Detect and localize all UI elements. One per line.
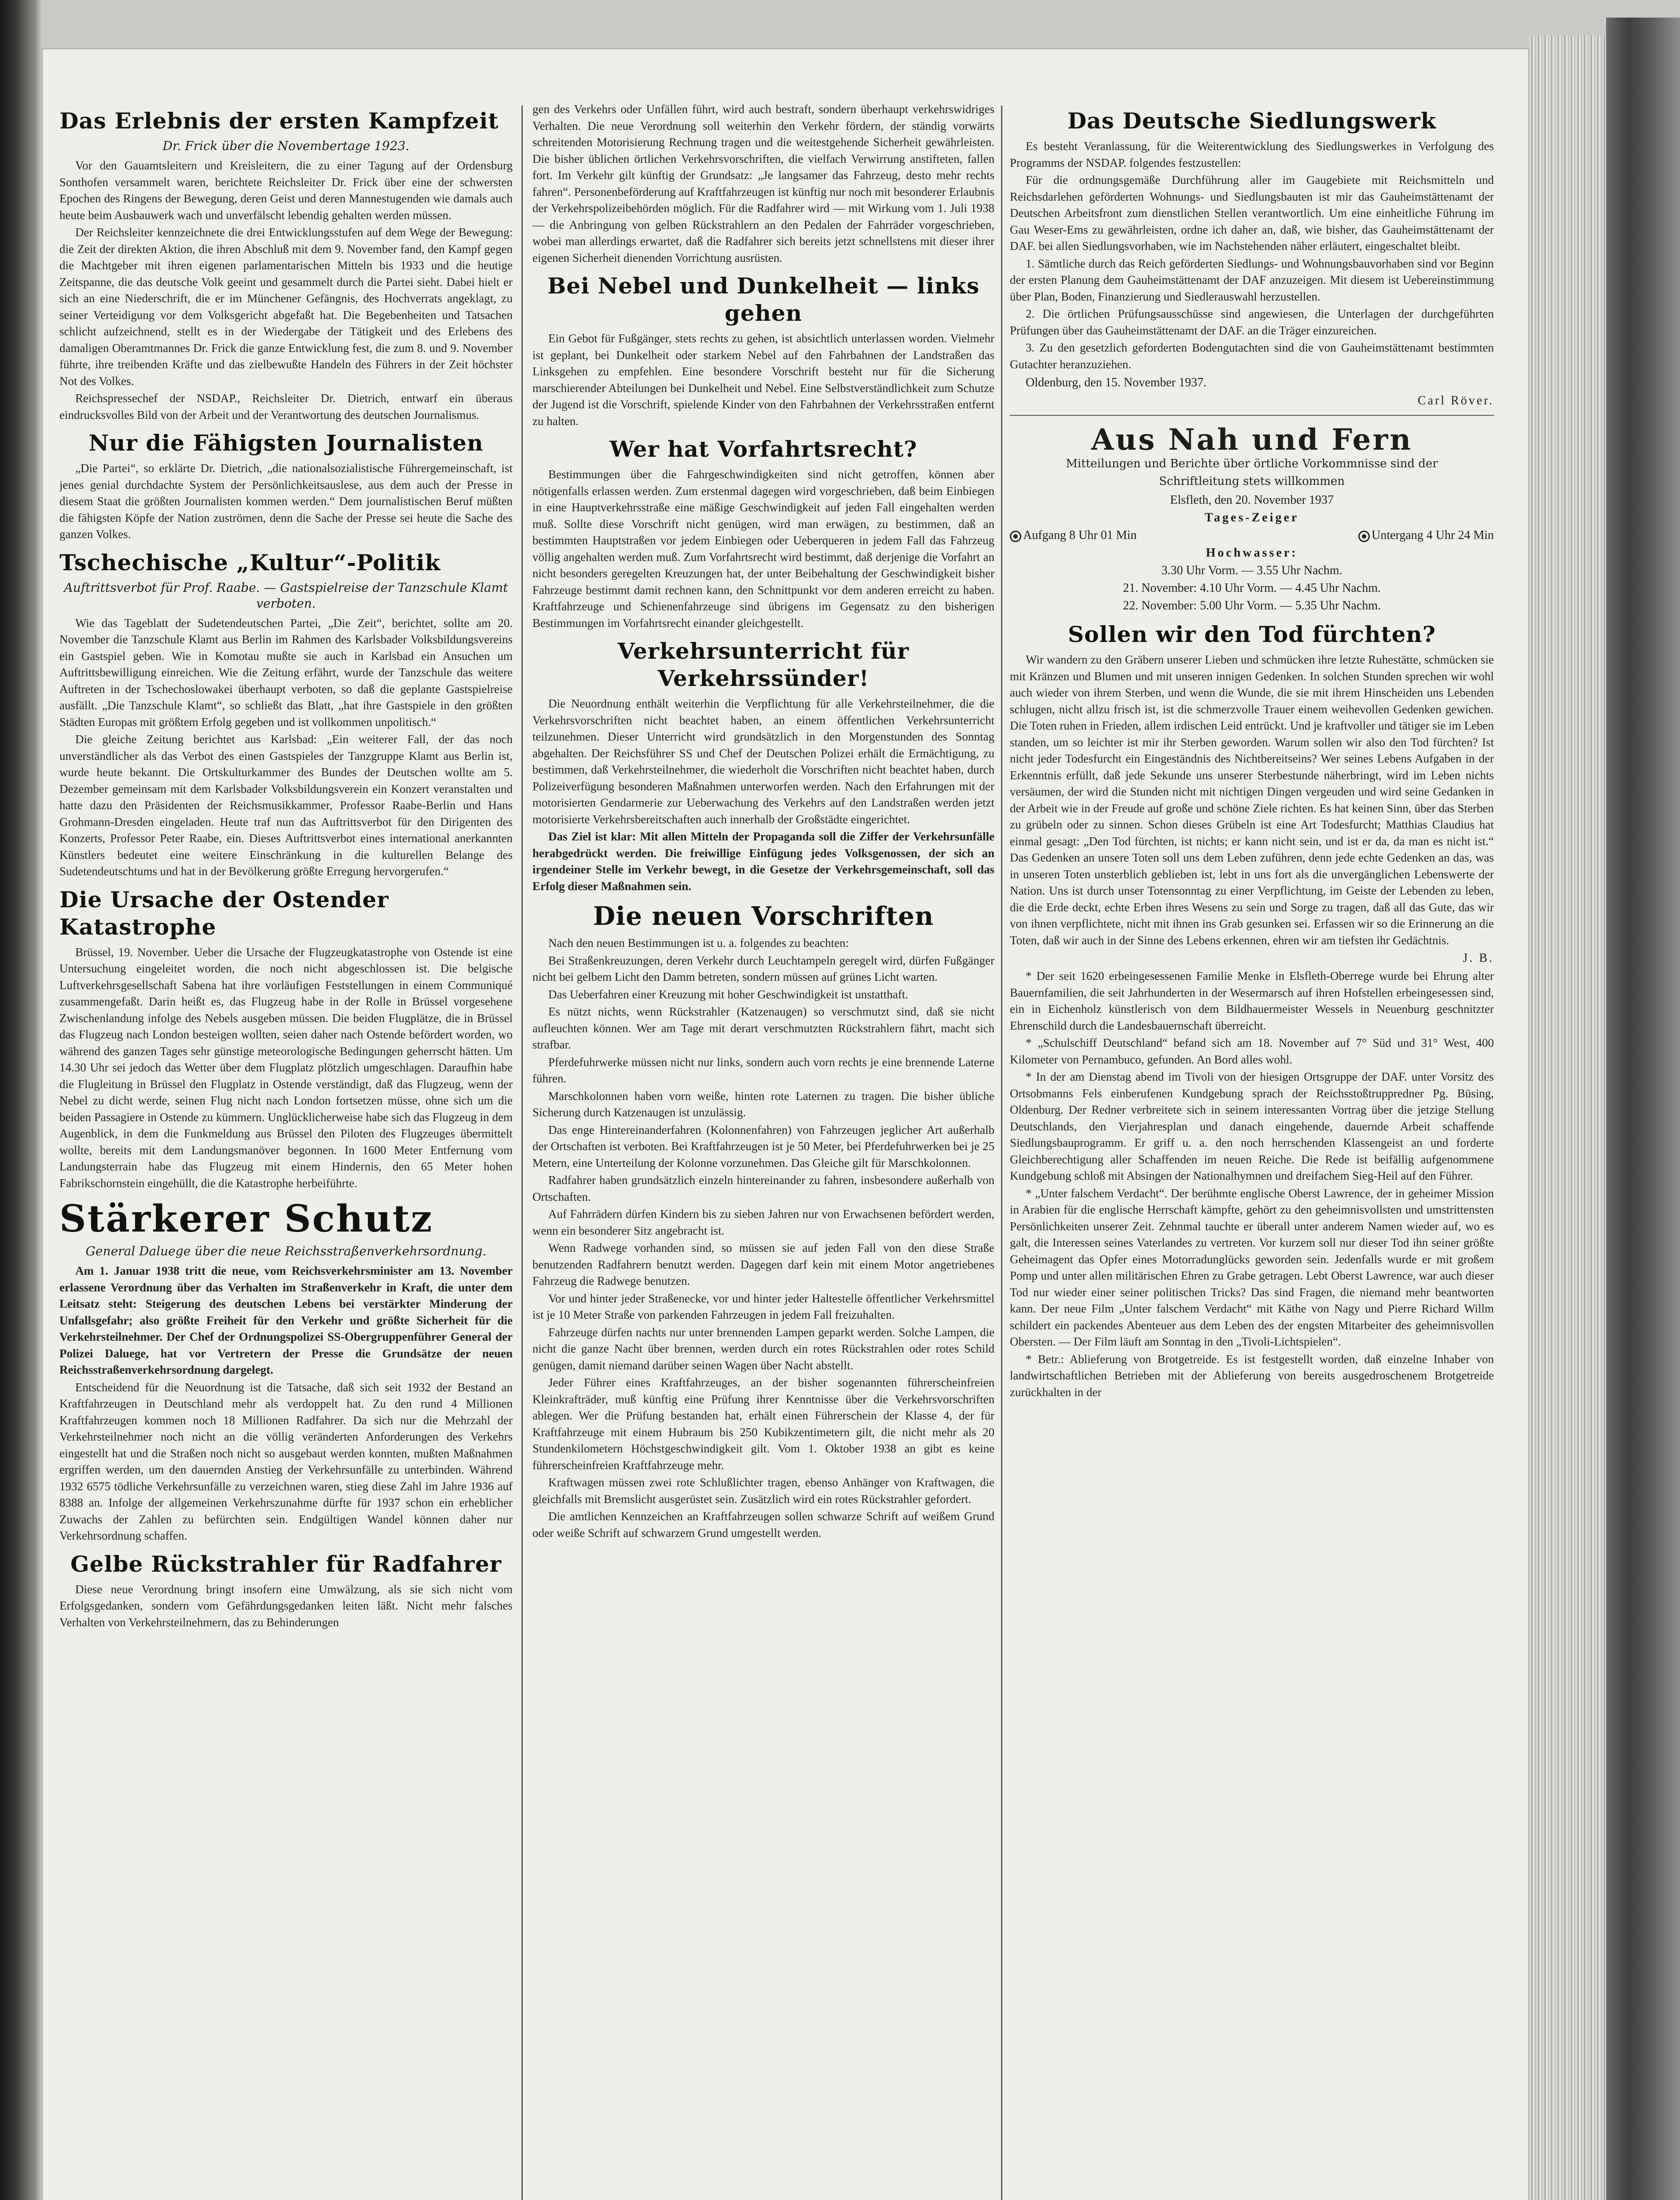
- paragraph: Für die ordnungsgemäße Durchführung aller im Gaugebiete mit Reichsmitteln und Reichsdarlehen geförderten Wohnungs- und Siedlungsbauten ist mir das Gauheimstättenamt der Deutschen Arbeitsfront zum dienstlichen Stellen verantwortlich. Um eine einheitliche Führung im Gau Weser-Ems zu gewährleisten, ordne ich daher an, daß, wie bisher, das Gauheimstättenamt der DAF. bei allen Siedlungsvorhaben, wie im Nachstehenden näher erläutert, eingeschaltet bleibt.: [1010, 173, 1494, 253]
- paragraph: * „Schulschiff Deutschland“ befand sich am 18. November auf 7° Süd und 31° West, 400 Kilometer von Pernambuco, gefunden. An Bord alles wohl.: [1010, 1036, 1494, 1066]
- paragraph: Wenn Radwege vorhanden sind, so müssen sie auf jeden Fall von den diese Straße benutzenden Radfahrern benutzt werden. Dagegen darf kein mit einem Motor angetriebenes Fahrzeug die Radwege benutzen.: [532, 1241, 994, 1287]
- local-notices: [1010, 968, 1494, 1401]
- paragraph: Es besteht Veranlassung, für die Weiterentwicklung des Siedlungswerkes in Verfolgung des Programms der NSDAP. folgendes festzustellen:: [1010, 139, 1494, 169]
- article-rueckstrahler: [59, 1551, 513, 1631]
- paragraph: * „Unter falschem Verdacht“. Der berühmte englische Oberst Lawrence, der in geheimer Mission in Arabien für die englische Herrschaft kämpfte, gehört zu den geheimnisvollsten und umstrittensten Persönlichkeiten unserer Zeit. Zehnmal tauchte er überall unter anderem Namen wieder auf, wo es galt, die Interessen seines Vaterlandes zu vertreten. Vor kurzem soll nur dieser Tod ihn seiner größte Geheimagent das Opfer eines Motorradunglücks geworden sein. Jedenfalls wurde er mit großem Pomp und unter allen militärischen Ehren zu Grabe getragen. Lebt Oberst Lawrence, war auch dieser Tod nur wieder einer seiner politischen Tricks? Das sind Fragen, die niemand mehr beantworten kann. Der neue Film „Unter falschem Verdacht“ mit Käthe von Nagy und Pierre Richard Willm schildert ein packendes Abenteuer aus dem Leben des der engsten Mitarbeiter des geheimnisvollen Obersten. — Der Film läuft am Sonntag in den „Tivoli-Lichtspielen“.: [1010, 1186, 1494, 1348]
- article-verkehrsunterricht: [532, 638, 994, 895]
- sunset: [1358, 527, 1494, 544]
- headline: Das Deutsche Siedlungswerk: [1067, 108, 1437, 134]
- paragraph: Fahrzeuge dürfen nachts nur unter brennenden Lampen geparkt werden. Solche Lampen, die nicht die ganze Nacht über brennen, werden durch ein rotes Rückstrahlen oder rotes Schild genügen, damit niemand darüber seinen Wagen über Nacht abstellt.: [532, 1325, 994, 1372]
- tide-row: 3.30 Uhr Vorm. — 3.55 Uhr Nachm.: [1161, 564, 1343, 577]
- headline: Sollen wir den Tod fürchten?: [1067, 621, 1436, 647]
- section-divider: [1010, 415, 1494, 416]
- paragraph: Kraftwagen müssen zwei rote Schlußlichter tragen, ebenso Anhänger von Kraftwagen, die gleichfalls mit Bremslicht ausgerüstet sein. Zusätzlich wird ein rotes Rückstrahler gefordert.: [532, 1476, 994, 1506]
- signature: Carl Röver.: [1417, 394, 1494, 407]
- sunrise-text: Aufgang 8 Uhr 01 Min: [1023, 528, 1137, 542]
- paragraph: Reichspressechef der NSDAP., Reichsleiter Dr. Dietrich, entwarf ein überaus eindrucksvolles Bild von der Arbeit und der Verantwortung des deutschen Journalismus.: [59, 392, 513, 422]
- book-cover-right: [1606, 18, 1680, 2200]
- paragraph: Radfahrer haben grundsätzlich einzeln hintereinander zu fahren, insbesondere außerhalb von Ortschaften.: [532, 1173, 994, 1203]
- column-rule: [1001, 106, 1002, 2200]
- article-continuation: [532, 101, 994, 266]
- headline: Stärkerer Schutz: [59, 1197, 433, 1240]
- calendar-label: Tages-Zeiger: [1204, 511, 1299, 524]
- paragraph: Brüssel, 19. November. Ueber die Ursache der Flugzeugkatastrophe von Ostende ist eine Untersuchung eingeleitet worden, die noch nicht abgeschlossen ist. Die belgische Luftverkehrsgesellschaft Sabena hat ihre vorläufigen Feststellungen in einem Communiqué zusammengefaßt. Darin heißt es, das Flugzeug habe in der Rolle in Brüssel vorgesehene Zwischenlandung infolge des Nebels ausgeben müssen. Die beiden Flugplätze, die in Brüssel das Flugzeug nach London besteigen wollten, seien daher nach Ostende befördert worden, wo während des ganzen Tages sehr günstige meteorologische Bedingungen geherrscht hätten. Um 14.30 Uhr sei jedoch das Wetter über dem Flugplatz plötzlich umgeschlagen. Daraufhin habe die Flugleitung in Brüssel den Flugplatz in Ostende verständigt, daß das Flugzeug, wenn der Nebel zu dicht werde, seinen Flug nicht nach London fortsetzen müsse, ohne sich um die beiden Passagiere in Ostende zu kümmern. Unglücklicherweise habe sich das Flugzeug in dem Augenblick, in dem die Funkmeldung aus Brüssel den Piloten des Flugzeuges übermittelt wollte, bereits mit dem Landungsmanöver begonnen. In 1600 Meter Entfernung vom Landungsterrain habe das Flugzeug mit einem Hindernis, den 65 Meter hohen Fabrikschornstein eingehüllt, die die Katastrophe herbeiführte.: [59, 945, 513, 1190]
- paragraph: Der Reichsleiter kennzeichnete die drei Entwicklungsstufen auf dem Wege der Bewegung: die Zeit der direkten Aktion, die ihren Abschluß mit dem 9. November fand, den Kampf gegen die Machtgeber mit ihren eigenen parlamentarischen Mitteln bis 1933 und die heutige Zeitspanne, die das deutsche Volk geeint und gesammelt durch die Partei sieht. Dabei hielt er sich an eine Niederschrift, die er im Münchener Gefängnis, des Hochverrats angeklagt, zu seiner Verteidigung vor dem Volksgericht abgefaßt hat. Die Begebenheiten und Tatsachen schlicht aufzeichnend, stellt es in der Wiedergabe der Tätigkeit und des Erlebens des damaligen Oberamtmannes Dr. Frick die ganze Entwicklung fest, die zum 8. und 9. November führte, ihre treibenden Kräfte und das zielbewußte Handeln des Führers in der Zeit höchster Not des Volkes.: [59, 226, 513, 388]
- paragraph: Die amtlichen Kennzeichen an Kraftfahrzeugen sollen schwarze Schrift auf weißem Grund oder weiße Schrift auf schwarzem Grund umgestellt werden.: [532, 1510, 994, 1540]
- paragraph: Das Ziel ist klar: Mit allen Mitteln der Propaganda soll die Ziffer der Verkehrsunfälle herabgedrückt werden. Die freiwillige Einfügung jedes Volksgenossen, der sich an irgendeiner Stelle im Verkehr bewegt, in die Gesetze der Verkehrsgemeinschaft, soll das Erfolg dieser Maßnahmen sein.: [532, 830, 994, 893]
- paragraph: Pferdefuhrwerke müssen nicht nur links, sondern auch vorn rechts je eine brennende Laterne führen.: [532, 1055, 994, 1085]
- article-erlebnis-kampfzeit: [59, 107, 513, 423]
- paragraph: Vor den Gauamtsleitern und Kreisleitern, die zu einer Tagung auf der Ordensburg Sonthofen versammelt waren, berichtete Reichsleiter Dr. Frick über eine der schwersten Epochen des Ringens der Bewegung, deren Geist und deren Mannestugenden wie damals auch heute beim Ausbauwerk wach und unverfälscht lebendig gehalten werden müssen.: [59, 159, 513, 222]
- headline: Bei Nebel und Dunkelheit — links gehen: [547, 273, 979, 326]
- day-calendar: [1010, 491, 1494, 615]
- newspaper-page: [42, 48, 1529, 2200]
- dateline: Oldenburg, den 15. November 1937.: [1026, 376, 1207, 389]
- paragraph: Jeder Führer eines Kraftfahrzeuges, an der bisher sogenannten führerscheinfreien Kleinkrafträder, muß künftig eine Prüfung ihrer Kenntnisse über die Verkehrsvorschriften ablegen. Wer die Prüfung bestanden hat, erhält einen Führerschein der Klasse 4, der für Kraftfahrzeuge mit einem Hubraum bis 250 Kubikzentimetern gilt, die nicht mehr als 20 Stundenkilometern Höchstgeschwindigkeit gilt. Vom 1. Oktober 1938 an gibt es keine führerscheinfreien Kraftfahrzeuge mehr.: [532, 1376, 994, 1472]
- tide-label: Hochwasser:: [1206, 546, 1298, 560]
- paragraph: Entscheidend für die Neuordnung ist die Tatsache, daß sich seit 1932 der Bestand an Kraftfahrzeugen in Deutschland mehr als verdoppelt hat. Zu den rund 4 Millionen Kraftfahrzeugen kommen noch 18 Millionen Radfahrer. Da sich nur die Mehrzahl der Verkehrsteilnehmer noch nicht an die völlig veränderten Anforderungen des Verkehrs eingestellt hat und die Straßen noch nicht so ausgebaut werden konnten, mußten Maßnahmen ergriffen werden, um den dauernden Anstieg der Verkehrsunfälle zu unterbinden. Während 1932 6575 tödliche Verkehrsunfälle zu verzeichnen waren, stieg diese Zahl im Jahre 1936 auf 8388 an. Infolge der allgemeinen Verkehrszunahme dürfte für 1937 schon ein erheblicher Zuwachs der Zahlen zu befürchten sein. Endgültigen Wandel können daher nur Verkehrsordnung schaffen.: [59, 1380, 513, 1542]
- paragraph: gen des Verkehrs oder Unfällen führt, wird auch bestraft, sondern überhaupt verkehrswidriges Verhalten. Die neue Verordnung soll weiterhin den Verkehr fördern, der ständig vorwärts schreitenden Motorisierung Rechnung tragen und die weitestgehende Sicherheit gewährleisten. Die bisher üblichen örtlichen Verkehrsvorschriften, die vielfach Verwirrung anstifteten, fallen fort. Im Verkehr gilt künftig der Grundsatz: „Je langsamer das Fahrzeug, desto mehr rechts fahren“. Personenbeförderung auf Kraftfahrzeugen ist künftig nur noch mit besonderer Erlaubnis der Verkehrspolizeibehörden möglich. Für die Radfahrer wird — mit Wirkung vom 1. Juli 1938 — die Anbringung von gelben Rückstrahlern an den Pedalen der Fahrräder vorgeschrieben, wobei man allerdings erwartet, daß die Radfahrer sich bereits jetzt schnellstens mit dieser ihrer eigenen Sicherheit dienenden Vorrichtung ausrüsten.: [532, 103, 994, 264]
- paragraph: Es nützt nichts, wenn Rückstrahler (Katzenaugen) so verschmutzt sind, daß sie nicht aufleuchten können. Wer am Tage mit derart verschmutzten Rückstrahlern fährt, macht sich strafbar.: [532, 1005, 994, 1051]
- paragraph: Wie das Tageblatt der Sudetendeutschen Partei, „Die Zeit“, berichtet, sollte am 20. November die Tanzschule Klamt aus Berlin im Rahmen des Karlsbader Volksbildungsvereins ein Gastspiel geben. Wie in Komotau mußte sie auch in Karlsbad ein Ansuchen um Auftrittsbewilligung einreichen. Wie die Zeitung erfährt, wurde der Tanzschule das weitere Auftreten in der Tschechoslowakei überhaupt verboten, so daß die geplante Gastspielreise ausfällt. „Die Tanzschule Klamt“, so schließt das Blatt, „hat ihre Gastspiele in den größten Städten Europas mit größtem Erfolg gegeben und ist vollkommen unpolitisch.“: [59, 616, 513, 729]
- section-subtitle: Mitteilungen und Berichte über örtliche Vorkommnisse sind der: [1066, 457, 1438, 470]
- paragraph: Das Ueberfahren einer Kreuzung mit hoher Geschwindigkeit ist unstatthaft.: [548, 987, 908, 1001]
- sun-times: [1010, 527, 1494, 544]
- subheadline: General Daluege über die neue Reichsstraßenverkehrsordnung.: [85, 1244, 487, 1258]
- subheadline: Dr. Frick über die Novembertage 1923.: [162, 139, 410, 153]
- section-subtitle: Schriftleitung stets willkommen: [1159, 475, 1345, 488]
- headline: Das Erlebnis der ersten Kampfzeit: [59, 108, 499, 134]
- column-rule: [521, 106, 523, 2200]
- headline: Tschechische „Kultur“-Politik: [59, 549, 441, 576]
- column-1: [59, 101, 513, 2200]
- place-date: Elsfleth, den 20. November 1937: [1170, 493, 1334, 507]
- book-binding-left: [0, 0, 42, 2200]
- article-nebel-dunkelheit: [532, 272, 994, 429]
- tide-row: 21. November: 4.10 Uhr Vorm. — 4.45 Uhr Nachm.: [1122, 581, 1381, 595]
- paragraph: Bei Straßenkreuzungen, deren Verkehr durch Leuchtampeln geregelt wird, dürfen Fußgänger nicht bei gelbem Licht den Damm betreten, sondern müssen auf grünes Licht warten.: [532, 953, 994, 983]
- paragraph: Auf Fahrrädern dürfen Kindern bis zu sieben Jahren nur von Erwachsenen befördert werden, wenn ein besonderer Sitz angebracht ist.: [532, 1207, 994, 1237]
- paragraph: Das enge Hintereinanderfahren (Kolonnenfahren) von Fahrzeugen jeglicher Art außerhalb der Ortschaften ist verboten. Bei Kraftfahrzeugen ist je 50 Meter, bei Pferdefuhrwerken bei je 25 Metern, eine Unterteilung der Kolonne vorzunehmen. Das Gleiche gilt für Marschkolonnen.: [532, 1123, 994, 1170]
- headline: Die Ursache der Ostender Katastrophe: [59, 886, 389, 940]
- sun-icon: [1010, 531, 1021, 542]
- paragraph: 1. Sämtliche durch das Reich geförderten Siedlungs- und Wohnungsbauvorhaben sind vor Beginn der ersten Planung dem Gauheimstättenamt der DAF anzuzeigen. Mit diesem ist Uebereinstimmung über Plan, Boden, Finanzierung und Siedlerauswahl herzustellen.: [1010, 257, 1494, 303]
- column-3: [1010, 101, 1494, 2200]
- paragraph: Die gleiche Zeitung berichtet aus Karlsbad: „Ein weiterer Fall, der das noch unverständlicher als das Verbot des einen Gastspieles der Tanzgruppe Klamt aus Berlin ist, wurde heute bekannt. Die Ortskulturkammer des Bundes der Deutschen wollte am 5. Dezember gemeinsam mit dem Karlsbader Volksbildungsverein ein Konzert veranstalten und hatte dazu den Präsidenten der Reichsmusikkammer, Professor Raabe-Berlin und Hans Grohmann-Dresden eingeladen. Heute traf nun das Auftrittsverbot für den Dirigenten des Konzerts, Professor Peter Raabe, ein. Dieses Auftrittsverbot eines international anerkannten Künstlers bedeutet eine weitere Einschränkung in die kulturellen Belange des Sudetendeutschtums und hat in der Bevölkerung größte Erregung hervorgerufen.“: [59, 733, 513, 878]
- article-vorfahrtsrecht: [532, 436, 994, 631]
- paragraph: 3. Zu den gesetzlich geforderten Bodengutachten sind die von Gauheimstättenamt bestimmten Gutachter heranzuziehen.: [1010, 341, 1494, 371]
- paragraph: Wir wandern zu den Gräbern unserer Lieben und schmücken ihre letzte Ruhestätte, schmücken sie mit Kränzen und Blumen und mit unseren innigen Gedenken. In solchen Stunden sprechen wir wohl auch wieder von ihrem Sterben, und wenn die Wunde, die sie mit ihrem Hinscheiden uns Lebenden schlugen, nicht allzu frisch ist, ist die schmerzvolle Trauer einem weihevollen Gedenken gewichen. Die Toten ruhen in Frieden, allem irdischen Leid entrückt. Und je kraftvoller und tätiger sie im Leben standen, um so leichter ist mir ihr Sterben geworden. Warum sollen wir also den Tod fürchten? Ist nicht jeder Todesfurcht ein Eingeständnis des Nichtbereitseins? Wer seines Lebens Aufgaben in der Erkenntnis erfüllt, daß jede Sekunde uns unserer Sterbestunde näherbringt, wird im Leben nichts versäumen, der wird die Stunden nicht mit nichtigen Dingen vergeuden und wird seine Gedanken in der Arbeit wie in der Freude auf große und schöne Ziele richten. Es hat keinen Sinn, über das Sterben zu grübeln oder zu sinnen. Schon dieses Grübeln ist eine Art Todesfurcht; Matthias Claudius hat einmal gesagt: „Den Tod fürchten, ist nichts; er kann nicht sein, und ist er da, da man es nicht ist.“ Das Gedenken an unsere Toten soll uns dem Leben zuführen, denn jede echte Gedenken an das, was in unseren Toten unsterblich geblieben ist, lebt in uns fort als die unvergänglichen Lebenswerte der Nation. Uns ist durch unser Totensonntag zu einer Verpflichtung, im Geiste der Lebenden zu leben, die die Erde deckt, echte Erben ihres Wesens zu sein und Sorge zu tragen, daß all das Gute, das wir von ihnen verpflichtete, nicht mit ihnen ins Grab gesunken sei. Erfassen wir so die Erinnerung an die Toten, daß wir auch in der Sinne des Lebens erkennen, ehren wir am tiefsten ihr Gedächtnis.: [1010, 653, 1494, 947]
- article-journalisten: [59, 429, 513, 543]
- sun-icon: [1358, 531, 1370, 542]
- sunset-text: Untergang 4 Uhr 24 Min: [1372, 528, 1494, 542]
- article-neue-vorschriften: [532, 901, 994, 1541]
- headline: Nur die Fähigsten Journalisten: [88, 430, 484, 456]
- article-tod-fuerchten: [1010, 621, 1494, 965]
- headline: Gelbe Rückstrahler für Radfahrer: [70, 1551, 502, 1577]
- article-staerkerer-schutz: [59, 1198, 513, 1544]
- headline: Die neuen Vorschriften: [593, 901, 934, 931]
- paragraph: * Betr.: Ablieferung von Brotgetreide. Es ist festgestellt worden, daß einzelne Inhaber von landwirtschaftlichen Betrieben mit der Ablieferung von bereits ausgedroschenem Brotgetreide zurückhalten in der: [1010, 1352, 1494, 1399]
- paragraph: Ein Gebot für Fußgänger, stets rechts zu gehen, ist absichtlich unterlassen worden. Vielmehr ist geplant, bei Dunkelheit oder starkem Nebel auf den Fahrbahnen der Landstraßen das Linksgehen zu empfehlen. Eine besondere Vorschrift besteht nur für die Sicherung marschierender Abteilungen bei Dunkelheit und Nebel. Eine Selbstverständlichkeit zum Schutze der Jugend ist die Vorschrift, spielende Kinder von den Fahrbahnen der Verkehrsstraßen entfernt zu halten.: [532, 332, 994, 428]
- signature: J. B.: [1463, 951, 1494, 965]
- paragraph: Die Neuordnung enthält weiterhin die Verpflichtung für alle Verkehrsteilnehmer, die die Verkehrsvorschriften nicht beachtet haben, an einem öffentlichen Verkehrsunterricht teilzunehmen. Dieser Unterricht wird grundsätzlich in den Morgenstunden des Sonntag abgehalten. Der Reichsführer SS und Chef der Deutschen Polizei erhält die Ermächtigung, zu bestimmen, daß Verkehrsteilnehmer, die wiederholt die Vorschriften nicht beachtet haben, durch Polizeiverfügung besonderen Maßnahmen unterworfen werden. Nach den Erfahrungen mit der motorisierten Gendarmerie zur Ueberwachung des Verkehrs auf den Landstraßen werden jetzt motorisierte Verkehrsbereitschaften auch innerhalb der Großstädte eingerichtet.: [532, 697, 994, 826]
- paragraph: * Der seit 1620 erbeingesessenen Familie Menke in Elsfleth-Oberrege wurde bei Ehrung alter Bauernfamilien, die seit Jahrhunderten in der Wesermarsch auf ihren Hofstellen erbeingesessen sind, ein in Eichenholz künstlerisch von dem Bildhauermeister Wessels in Neuenburg geschnitzter Ehrenschild durch die Landesbauernschaft überreicht.: [1010, 969, 1494, 1032]
- column-2: [532, 101, 994, 2200]
- article-siedlungswerk: [1010, 107, 1494, 408]
- paragraph: Bestimmungen über die Fahrgeschwindigkeiten sind nicht getroffen, können aber nötigenfalls erlassen werden. Zum erstenmal dagegen wird vorgeschrieben, daß beim Einbiegen in eine Hauptverkehrsstraße eine mäßige Geschwindigkeit auf jeden Fall eingehalten werden muß. Sollte diese Vorschrift nicht genügen, wird man erwägen, zu bestimmen, daß an bestimmten Hauptstraßen vor jedem Einbiegen oder Ueberqueren in jedem Fall das Fahrzeug völlig angehalten werden muß. Zum Vorfahrtsrecht wird bestimmt, daß derjenige die Vorfahrt an nicht besonders geregelten Kreuzungen hat, der unter Beibehaltung der Geschwindigkeit bisher Fahrzeuge bestimmt damit rechnen kann, den Schnittpunkt vor dem anderen erreicht zu haben. Kraftfahrzeuge und Schienenfahrzeuge sind übrigens im Gegensatz zu den bisherigen Bestimmungen im Vorfahrtsrecht einander gleichgestellt.: [532, 468, 994, 630]
- sunrise: [1010, 527, 1137, 544]
- tide-row: 22. November: 5.00 Uhr Vorm. — 5.35 Uhr Nachm.: [1122, 599, 1381, 612]
- paragraph: * In der am Dienstag abend im Tivoli von der hiesigen Ortsgruppe der DAF. unter Vorsitz des Ortsobmanns Fels einberufenen Kundgebung sprach der Reichsstoßtruppredner Pg. Büsing, Oldenburg. Der Redner verbreitete sich in seinem interessanten Vortrag über die jetzige Stellung Deutschlands, den Vierjahresplan und danach eingehende, dauernde Arbeit schaffende Siedlungsbauprogramm. Er griff u. a. den noch herrschenden Klassengeist an und forderte Gleichberechtigung aller Schaffenden im neuen Reiche. Die Rede ist beifällig aufgenommene Kundgebung schloß mit Absingen der Nationalhymnen und dreifachem Sieg-Heil auf den Führer.: [1010, 1070, 1494, 1182]
- paragraph: Vor und hinter jeder Straßenecke, vor und hinter jeder Haltestelle öffentlicher Verkehrsmittel ist je 10 Meter Straße von parkenden Fahrzeugen in jedem Fall freizuhalten.: [532, 1291, 994, 1321]
- section-title: Aus Nah und Fern: [1091, 422, 1413, 457]
- headline: Wer hat Vorfahrtsrecht?: [609, 436, 917, 462]
- article-kultur-politik: [59, 549, 513, 880]
- local-news-masthead: [1010, 423, 1494, 489]
- paragraph: Nach den neuen Bestimmungen ist u. a. folgendes zu beachten:: [548, 936, 849, 950]
- paragraph: Marschkolonnen haben vorn weiße, hinten rote Laternen zu tragen. Die bisher übliche Sicherung durch Katzenaugen ist unzulässig.: [532, 1089, 994, 1119]
- paragraph: Am 1. Januar 1938 tritt die neue, vom Reichsverkehrsminister am 13. November erlassene Verordnung über das Verhalten im Straßenverkehr in Kraft, die unter dem Leitsatz steht: Steigerung des deutschen Lebens bei verstärkter Minderung der Unfallsgefahr; also größte Freiheit für den Verkehr und größte Sicherheit für die Verkehrsteilnehmer. Der Chef der Ordnungspolizei SS-Obergruppenführer General der Polizei Daluege, hat vor Vertretern der Presse die Grundsätze der neuen Reichsstraßenverkehrsordnung dargelegt.: [59, 1264, 513, 1376]
- headline: Verkehrsunterricht für Verkehrssünder!: [617, 638, 910, 691]
- article-ostender-katastrophe: [59, 886, 513, 1192]
- subheadline: Auftrittsverbot für Prof. Raabe. — Gastspielreise der Tanzschule Klamt verboten.: [64, 580, 508, 611]
- paragraph: „Die Partei“, so erklärte Dr. Dietrich, „die nationalsozialistische Führergemeinschaft, ist jenes genial durchdachte System der Persönlichkeitsauslese, aus dem auch der Presse in diesem Staat die größten Journalisten kommen werden.“ Dem journalistischen Beruf müßten die fähigsten Köpfe der Nation zuströmen, denn die Sache der Presse sei heute die Sache des ganzen Volkes.: [59, 462, 513, 541]
- paragraph: Diese neue Verordnung bringt insofern eine Umwälzung, als sie sich nicht vom Erfolgsgedanken, sondern vom Gefährdungsgedanken leiten läßt. Nicht mehr falsches Verhalten von Verkehrsteilnehmern, das zu Behinderungen: [59, 1582, 513, 1629]
- paragraph: 2. Die örtlichen Prüfungsausschüsse sind angewiesen, die Unterlagen der durchgeführten Prüfungen über das Gauheimstättenamt der DAF. an die Träger einzureichen.: [1010, 307, 1494, 337]
